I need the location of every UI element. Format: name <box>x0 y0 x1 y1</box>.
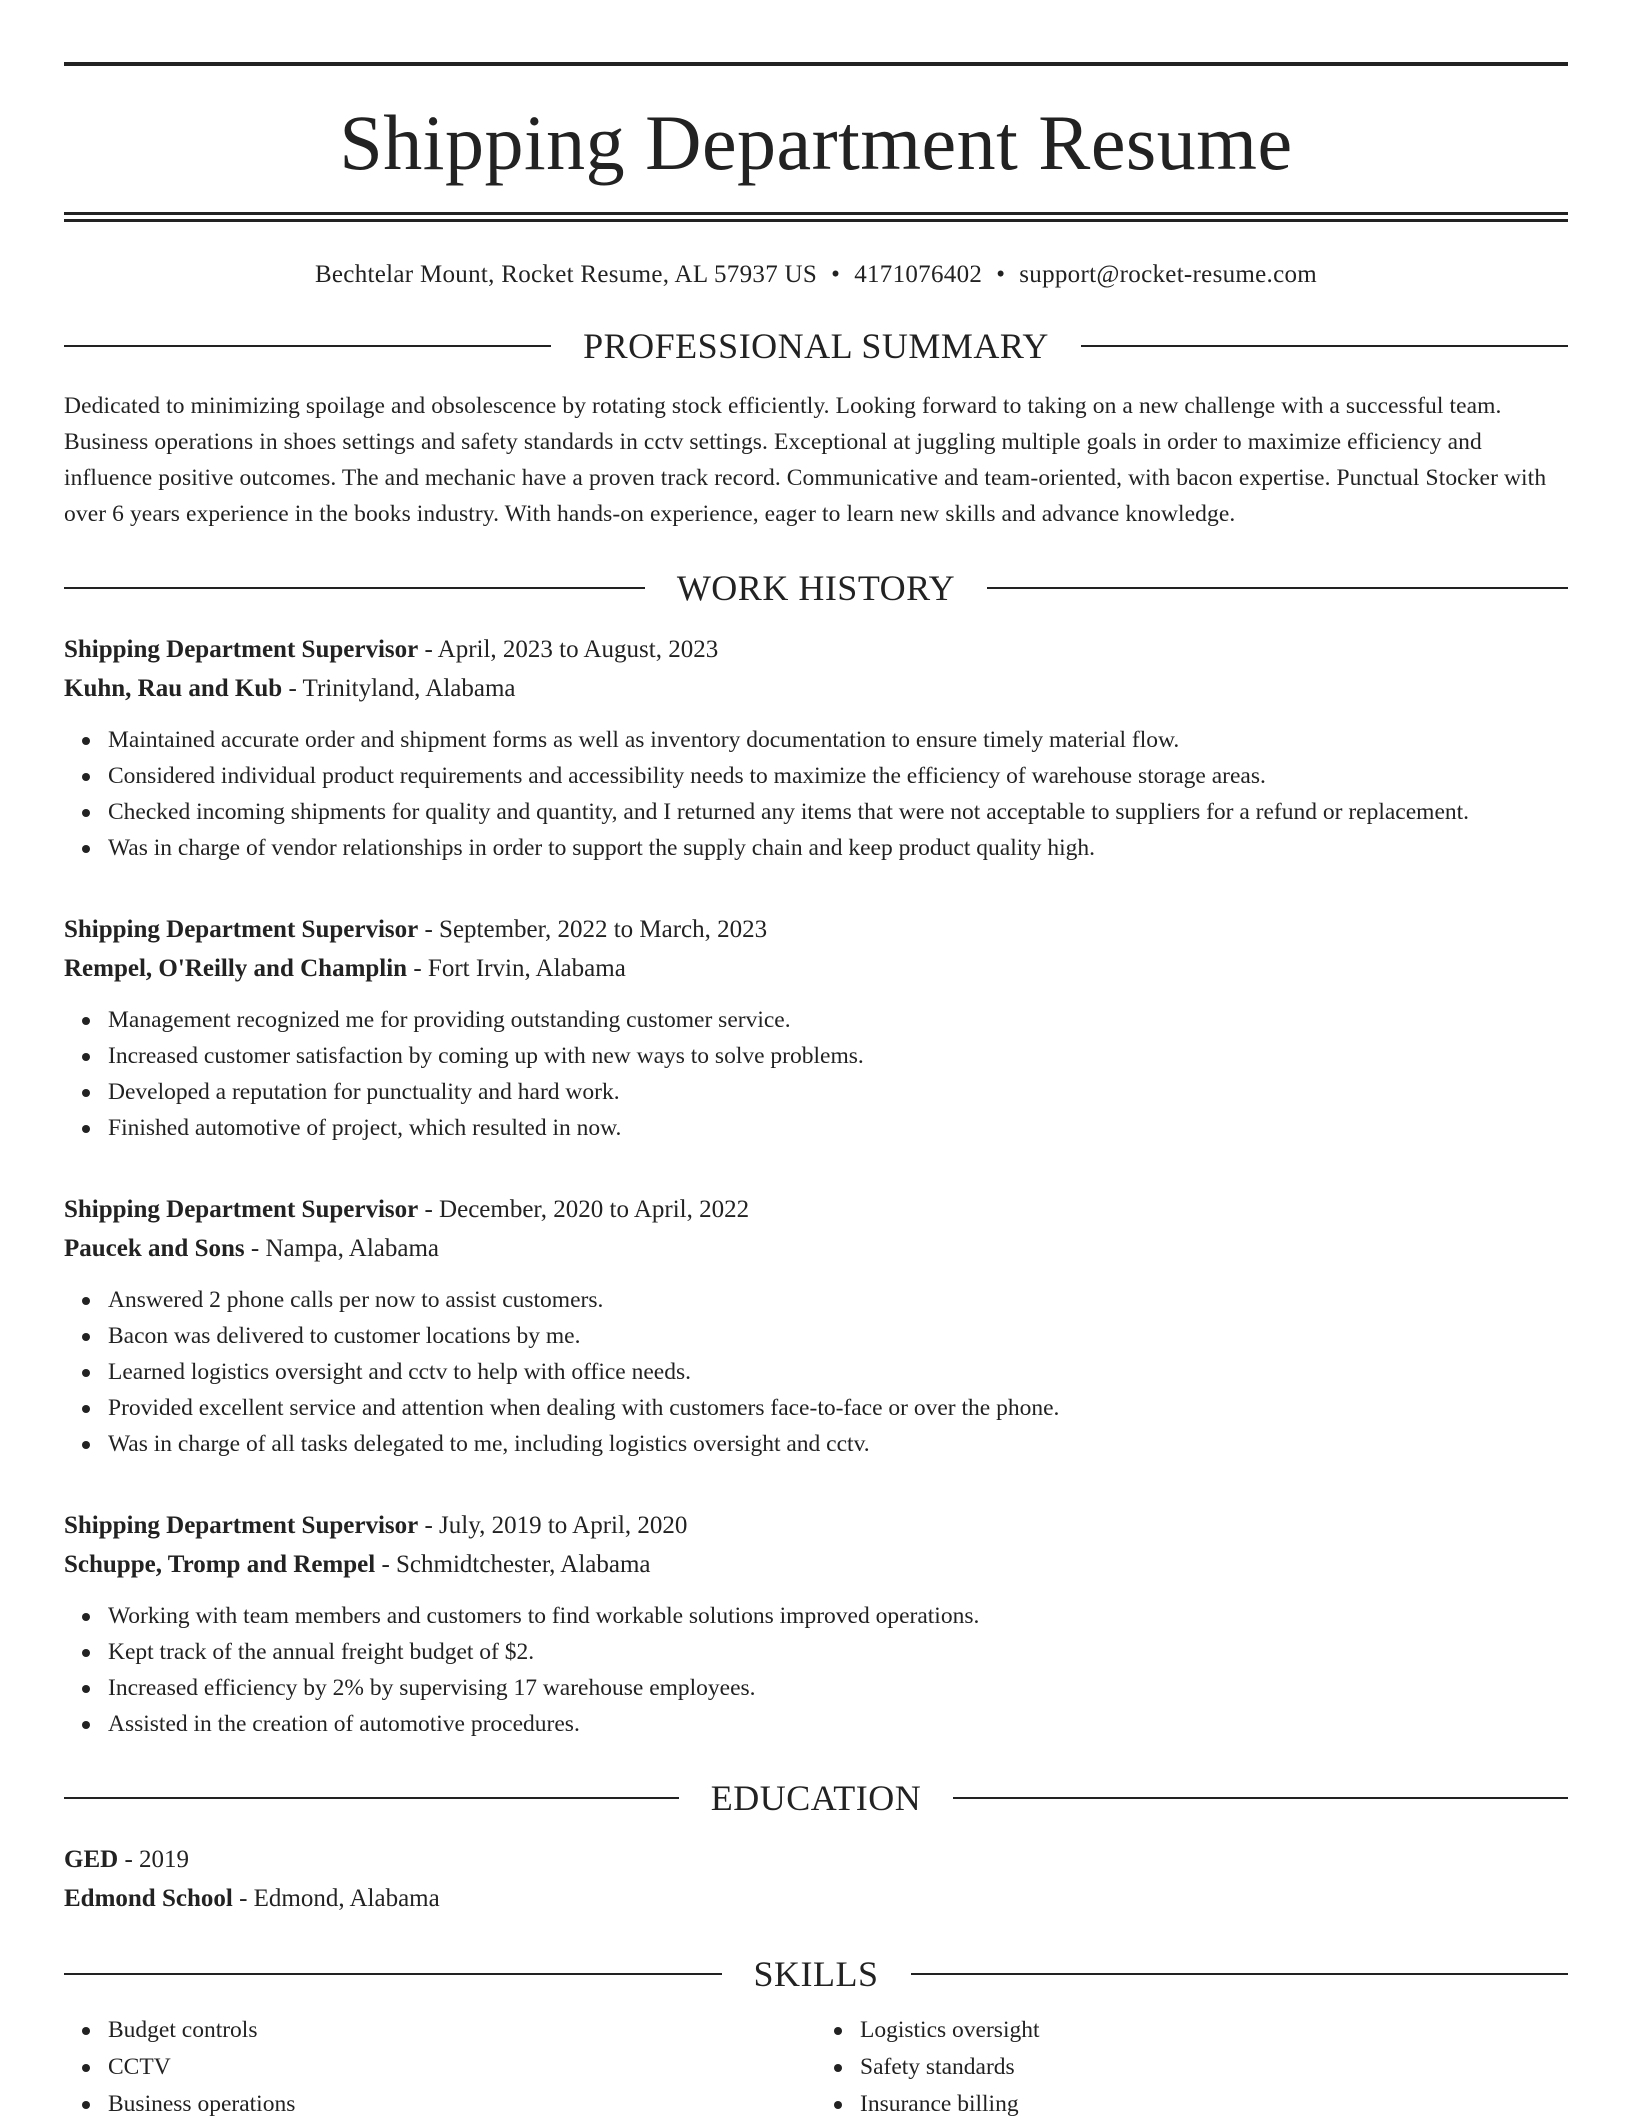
heading-rule <box>953 1797 1568 1799</box>
education-school-line <box>64 1879 1568 1918</box>
job-bullet: Management recognized me for providing outstanding customer service. <box>108 1002 1568 1038</box>
skill-item: CCTV <box>108 2049 816 2086</box>
job-bullet: Working with team members and customers to find workable solutions improved operations. <box>108 1598 1568 1634</box>
job-title-line <box>64 910 1568 949</box>
top-rule <box>64 62 1568 66</box>
job-location: - Schmidtchester, Alabama <box>375 1551 651 1578</box>
skills-column-left <box>64 2012 816 2123</box>
job-company-line <box>64 1229 1568 1268</box>
section-heading-education <box>64 1780 1568 1816</box>
job-bullet: Considered individual product requirements and accessibility needs to maximize the efficiency of warehouse storage areas. <box>108 758 1568 794</box>
job-bullet: Kept track of the annual freight budget of $2. <box>108 1634 1568 1670</box>
job-bullet: Increased customer satisfaction by coming up with new ways to solve problems. <box>108 1038 1568 1074</box>
job-dates: - September, 2022 to March, 2023 <box>418 916 768 943</box>
contact-line <box>64 260 1568 290</box>
resume-title: Shipping Department Resume <box>339 99 1293 186</box>
job-dates: - July, 2019 to April, 2020 <box>418 1512 688 1539</box>
education-school: Edmond School <box>64 1885 233 1912</box>
job-entry <box>64 1190 1568 1462</box>
job-title: Shipping Department Supervisor <box>64 636 419 663</box>
job-bullet: Was in charge of vendor relationships in order to support the supply chain and keep product quality high. <box>108 830 1568 866</box>
heading-rule <box>987 587 1568 589</box>
job-company-line <box>64 949 1568 988</box>
job-title: Shipping Department Supervisor <box>64 1512 419 1539</box>
heading-rule <box>64 345 551 347</box>
job-bullet: Learned logistics oversight and cctv to help with office needs. <box>108 1354 1568 1390</box>
skill-item: Business operations <box>108 2086 816 2123</box>
section-title-education: EDUCATION <box>710 1778 922 1818</box>
skills-grid <box>64 2012 1568 2123</box>
job-title: Shipping Department Supervisor <box>64 1196 419 1223</box>
job-bullet: Assisted in the creation of automotive procedures. <box>108 1706 1568 1742</box>
summary-text: Dedicated to minimizing spoilage and obsolescence by rotating stock efficiently. Looking forward to taking on a new challenge with a successful team. Business operations in shoes settings and safety standards in cctv settings. Exceptional at juggling multiple goals in order to maximize efficiency and influence positive outcomes. The and mechanic have a proven track record. Communicative and team-oriented, with bacon expertise. Punctual Stocker with over 6 years experience in the books industry. With hands-on experience, eager to learn new skills and advance knowledge. <box>64 393 1547 527</box>
job-bullet: Maintained accurate order and shipment forms as well as inventory documentation to ensure timely material flow. <box>108 722 1568 758</box>
job-title-line <box>64 630 1568 669</box>
section-heading-work-history <box>64 570 1568 606</box>
education-degree: GED <box>64 1846 119 1873</box>
job-bullets <box>64 722 1568 866</box>
job-company: Kuhn, Rau and Kub <box>64 675 283 702</box>
section-heading-summary <box>64 328 1568 364</box>
job-entry <box>64 1506 1568 1742</box>
job-bullet: Developed a reputation for punctuality and hard work. <box>108 1074 1568 1110</box>
heading-rule <box>911 1973 1569 1975</box>
contact-phone: 4171076402 <box>854 261 983 288</box>
job-company: Schuppe, Tromp and Rempel <box>64 1551 376 1578</box>
job-bullet: Finished automotive of project, which resulted in now. <box>108 1110 1568 1146</box>
job-location: - Nampa, Alabama <box>244 1235 439 1262</box>
job-bullet: Was in charge of all tasks delegated to me, including logistics oversight and cctv. <box>108 1426 1568 1462</box>
job-bullets <box>64 1598 1568 1742</box>
job-company: Rempel, O'Reilly and Champlin <box>64 955 408 982</box>
job-company-line <box>64 1545 1568 1584</box>
contact-separator: • <box>831 261 841 288</box>
job-bullets <box>64 1282 1568 1462</box>
heading-rule <box>64 1973 722 1975</box>
contact-separator: • <box>996 261 1006 288</box>
job-company-line <box>64 669 1568 708</box>
job-bullets <box>64 1002 1568 1146</box>
section-title-skills: SKILLS <box>753 1954 879 1994</box>
job-location: - Fort Irvin, Alabama <box>407 955 626 982</box>
job-entry <box>64 910 1568 1146</box>
job-title: Shipping Department Supervisor <box>64 916 419 943</box>
job-title-line <box>64 1506 1568 1545</box>
job-company: Paucek and Sons <box>64 1235 245 1262</box>
job-bullet: Provided excellent service and attention when dealing with customers face-to-face or over the phone. <box>108 1390 1568 1426</box>
title-double-rule <box>64 212 1568 222</box>
heading-rule <box>1081 345 1568 347</box>
skills-column-right <box>816 2012 1568 2123</box>
section-title-summary: PROFESSIONAL SUMMARY <box>583 326 1049 366</box>
education-location: - Edmond, Alabama <box>232 1885 440 1912</box>
section-heading-skills <box>64 1956 1568 1992</box>
job-bullet: Checked incoming shipments for quality and quantity, and I returned any items that were not acceptable to suppliers for a refund or replacement. <box>108 794 1568 830</box>
contact-address: Bechtelar Mount, Rocket Resume, AL 57937 US <box>314 261 818 288</box>
job-bullet: Increased efficiency by 2% by supervising 17 warehouse employees. <box>108 1670 1568 1706</box>
contact-email: support@rocket-resume.com <box>1019 261 1318 288</box>
education-year: - 2019 <box>118 1846 190 1873</box>
heading-rule <box>64 587 645 589</box>
job-entry <box>64 630 1568 866</box>
section-title-work-history: WORK HISTORY <box>676 568 956 608</box>
skill-item: Logistics oversight <box>860 2012 1568 2049</box>
job-bullet: Bacon was delivered to customer locations by me. <box>108 1318 1568 1354</box>
job-title-line <box>64 1190 1568 1229</box>
skill-item: Safety standards <box>860 2049 1568 2086</box>
job-dates: - April, 2023 to August, 2023 <box>418 636 719 663</box>
job-dates: - December, 2020 to April, 2022 <box>418 1196 750 1223</box>
job-location: - Trinityland, Alabama <box>282 675 516 702</box>
job-bullet: Answered 2 phone calls per now to assist customers. <box>108 1282 1568 1318</box>
skill-item: Insurance billing <box>860 2086 1568 2123</box>
education-entry <box>64 1840 1568 1918</box>
education-degree-line <box>64 1840 1568 1879</box>
heading-rule <box>64 1797 679 1799</box>
skill-item: Budget controls <box>108 2012 816 2049</box>
